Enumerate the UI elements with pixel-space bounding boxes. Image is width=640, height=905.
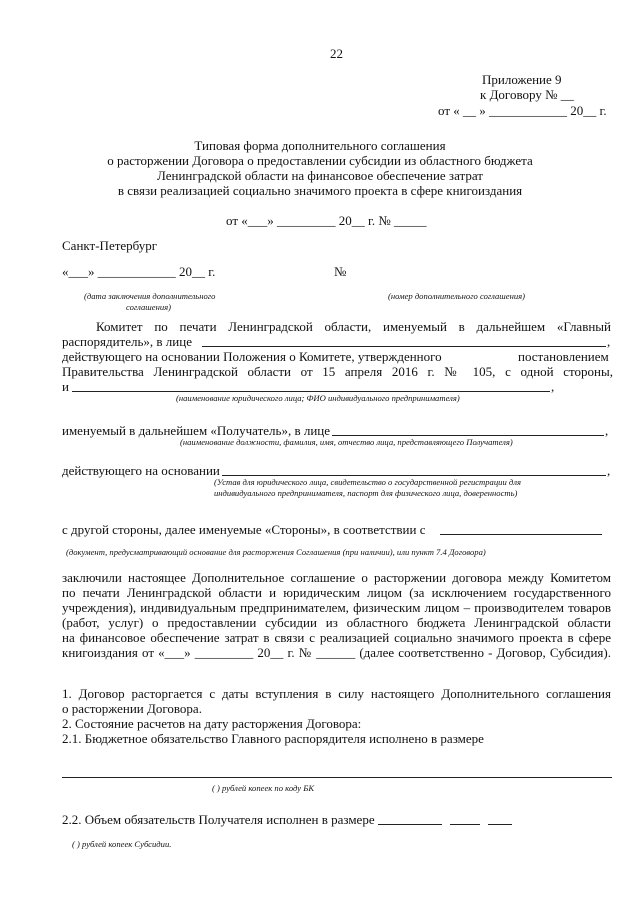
basis-comma: , — [607, 463, 611, 478]
para1-comma-1: , — [607, 334, 611, 349]
form-title-line-1: Типовая форма дополнительного соглашения — [194, 138, 446, 153]
city: Санкт-Петербург — [62, 238, 158, 253]
agreement-number-sign: № — [334, 264, 347, 279]
para1-line-3a: действующего на основании Положения о Комитете, утвержденного — [62, 349, 442, 364]
recipient-amount-line-1 — [378, 824, 442, 825]
page-number: 22 — [330, 46, 343, 61]
caption-agreement-number: (номер дополнительного соглашения) — [388, 291, 525, 301]
caption-legal-entity: (наименование юридического лица; ФИО индивидуального предпринимателя) — [176, 393, 460, 403]
clause-2-2: 2.2. Объем обязательств Получателя исполнен в размере — [62, 812, 375, 827]
para1-line-1: Комитет по печати Ленинградской области, именуемый в дальнейшем «Главный — [96, 319, 611, 334]
recipient-comma: , — [605, 423, 609, 438]
recipient-amount-line-3 — [488, 824, 512, 825]
caption-recipient-position: (наименование должности, фамилия, имя, отчество лица, представляющего Получателя) — [180, 437, 513, 447]
para1-line-2: распорядитель», в лице — [62, 334, 192, 349]
caption-document-basis: (документ, предусматривающий основание для расторжения Соглашения (при наличии), или пункт 7.4 Договора) — [66, 547, 486, 557]
clause-1-line-1: 1. Договор расторгается с даты вступления в силу настоящего Дополнительного соглашения — [62, 686, 611, 701]
agreement-date-field: «___» ____________ 20__ г. — [62, 264, 216, 279]
main-administrator-representative-line — [202, 346, 606, 347]
caption-basis-1: (Устав для юридического лица, свидетельство о государственной регистрации для — [214, 477, 521, 487]
recipient-label: именуемый в дальнейшем «Получатель», в лице — [62, 423, 331, 438]
legal-entity-name-line — [72, 391, 550, 392]
para2-line-4: (работ, услуг) о предоставлении субсидии из областного бюджета Ленинградской области — [62, 615, 611, 630]
recipient-amount-line-2 — [450, 824, 480, 825]
appendix-date: от « __ » ____________ 20__ г. — [438, 103, 607, 118]
caption-budget-amount: ( ) рублей копеек по коду БК — [212, 783, 315, 793]
termination-basis-line — [440, 534, 602, 535]
budget-amount-line — [62, 777, 612, 778]
clause-2: 2. Состояние расчетов на дату расторжения Договора: — [62, 716, 362, 731]
form-title-line-3: Ленинградской области на финансовое обеспечение затрат — [157, 168, 483, 183]
recipient-representative-line — [332, 435, 604, 436]
para2-line-5: на финансовое обеспечение затрат в связи с реализацией социально значимого проекта в сфере — [62, 630, 611, 645]
basis-document-line — [222, 475, 606, 476]
clause-2-1: 2.1. Бюджетное обязательство Главного распорядителя исполнено в размере — [62, 731, 484, 746]
para2-line-3: учреждения), индивидуальным предпринимателем, физическим лицом – производителем товаров — [62, 600, 611, 615]
para1-line-3b: постановлением — [518, 349, 609, 364]
caption-subsidy-amount: ( ) рублей копеек Субсидии. — [72, 839, 172, 849]
clause-1-line-2: о расторжении Договора. — [62, 701, 202, 716]
para1-line-5: и — [62, 379, 69, 394]
appendix-title: Приложение 9 — [482, 72, 562, 87]
para2-line-6: книгоиздания от «___» _________ 20__ г. № ______ (далее соответственно - Договор, Субсидия). — [62, 645, 611, 660]
basis-label: действующего на основании — [62, 463, 220, 478]
para2-line-2: по печати Ленинградской области и юридическим лицом (за исключением государственного — [62, 585, 611, 600]
caption-agreement-date-2: соглашения) — [126, 302, 172, 312]
caption-basis-2: индивидуального предпринимателя, паспорт для физического лица, доверенность) — [214, 488, 518, 498]
para1-comma-2: , — [551, 379, 555, 394]
other-side-label: с другой стороны, далее именуемые «Стороны», в соответствии с — [62, 522, 426, 537]
form-title-date: от «___» _________ 20__ г. № _____ — [226, 213, 427, 228]
appendix-contract-ref: к Договору № __ — [480, 87, 574, 102]
para1-line-4: Правительства Ленинградской области от 15 апреля 2016 г. № 105, с одной стороны, — [62, 364, 613, 379]
form-title-line-2: о расторжении Договора о предоставлении субсидии из областного бюджета — [107, 153, 533, 168]
form-title-line-4: в связи реализацией социально значимого проекта в сфере книгоиздания — [117, 183, 523, 198]
para2-line-1: заключили настоящее Дополнительное соглашение о расторжении договора между Комитетом — [62, 570, 611, 585]
caption-agreement-date-1: (дата заключения дополнительного — [84, 291, 216, 301]
